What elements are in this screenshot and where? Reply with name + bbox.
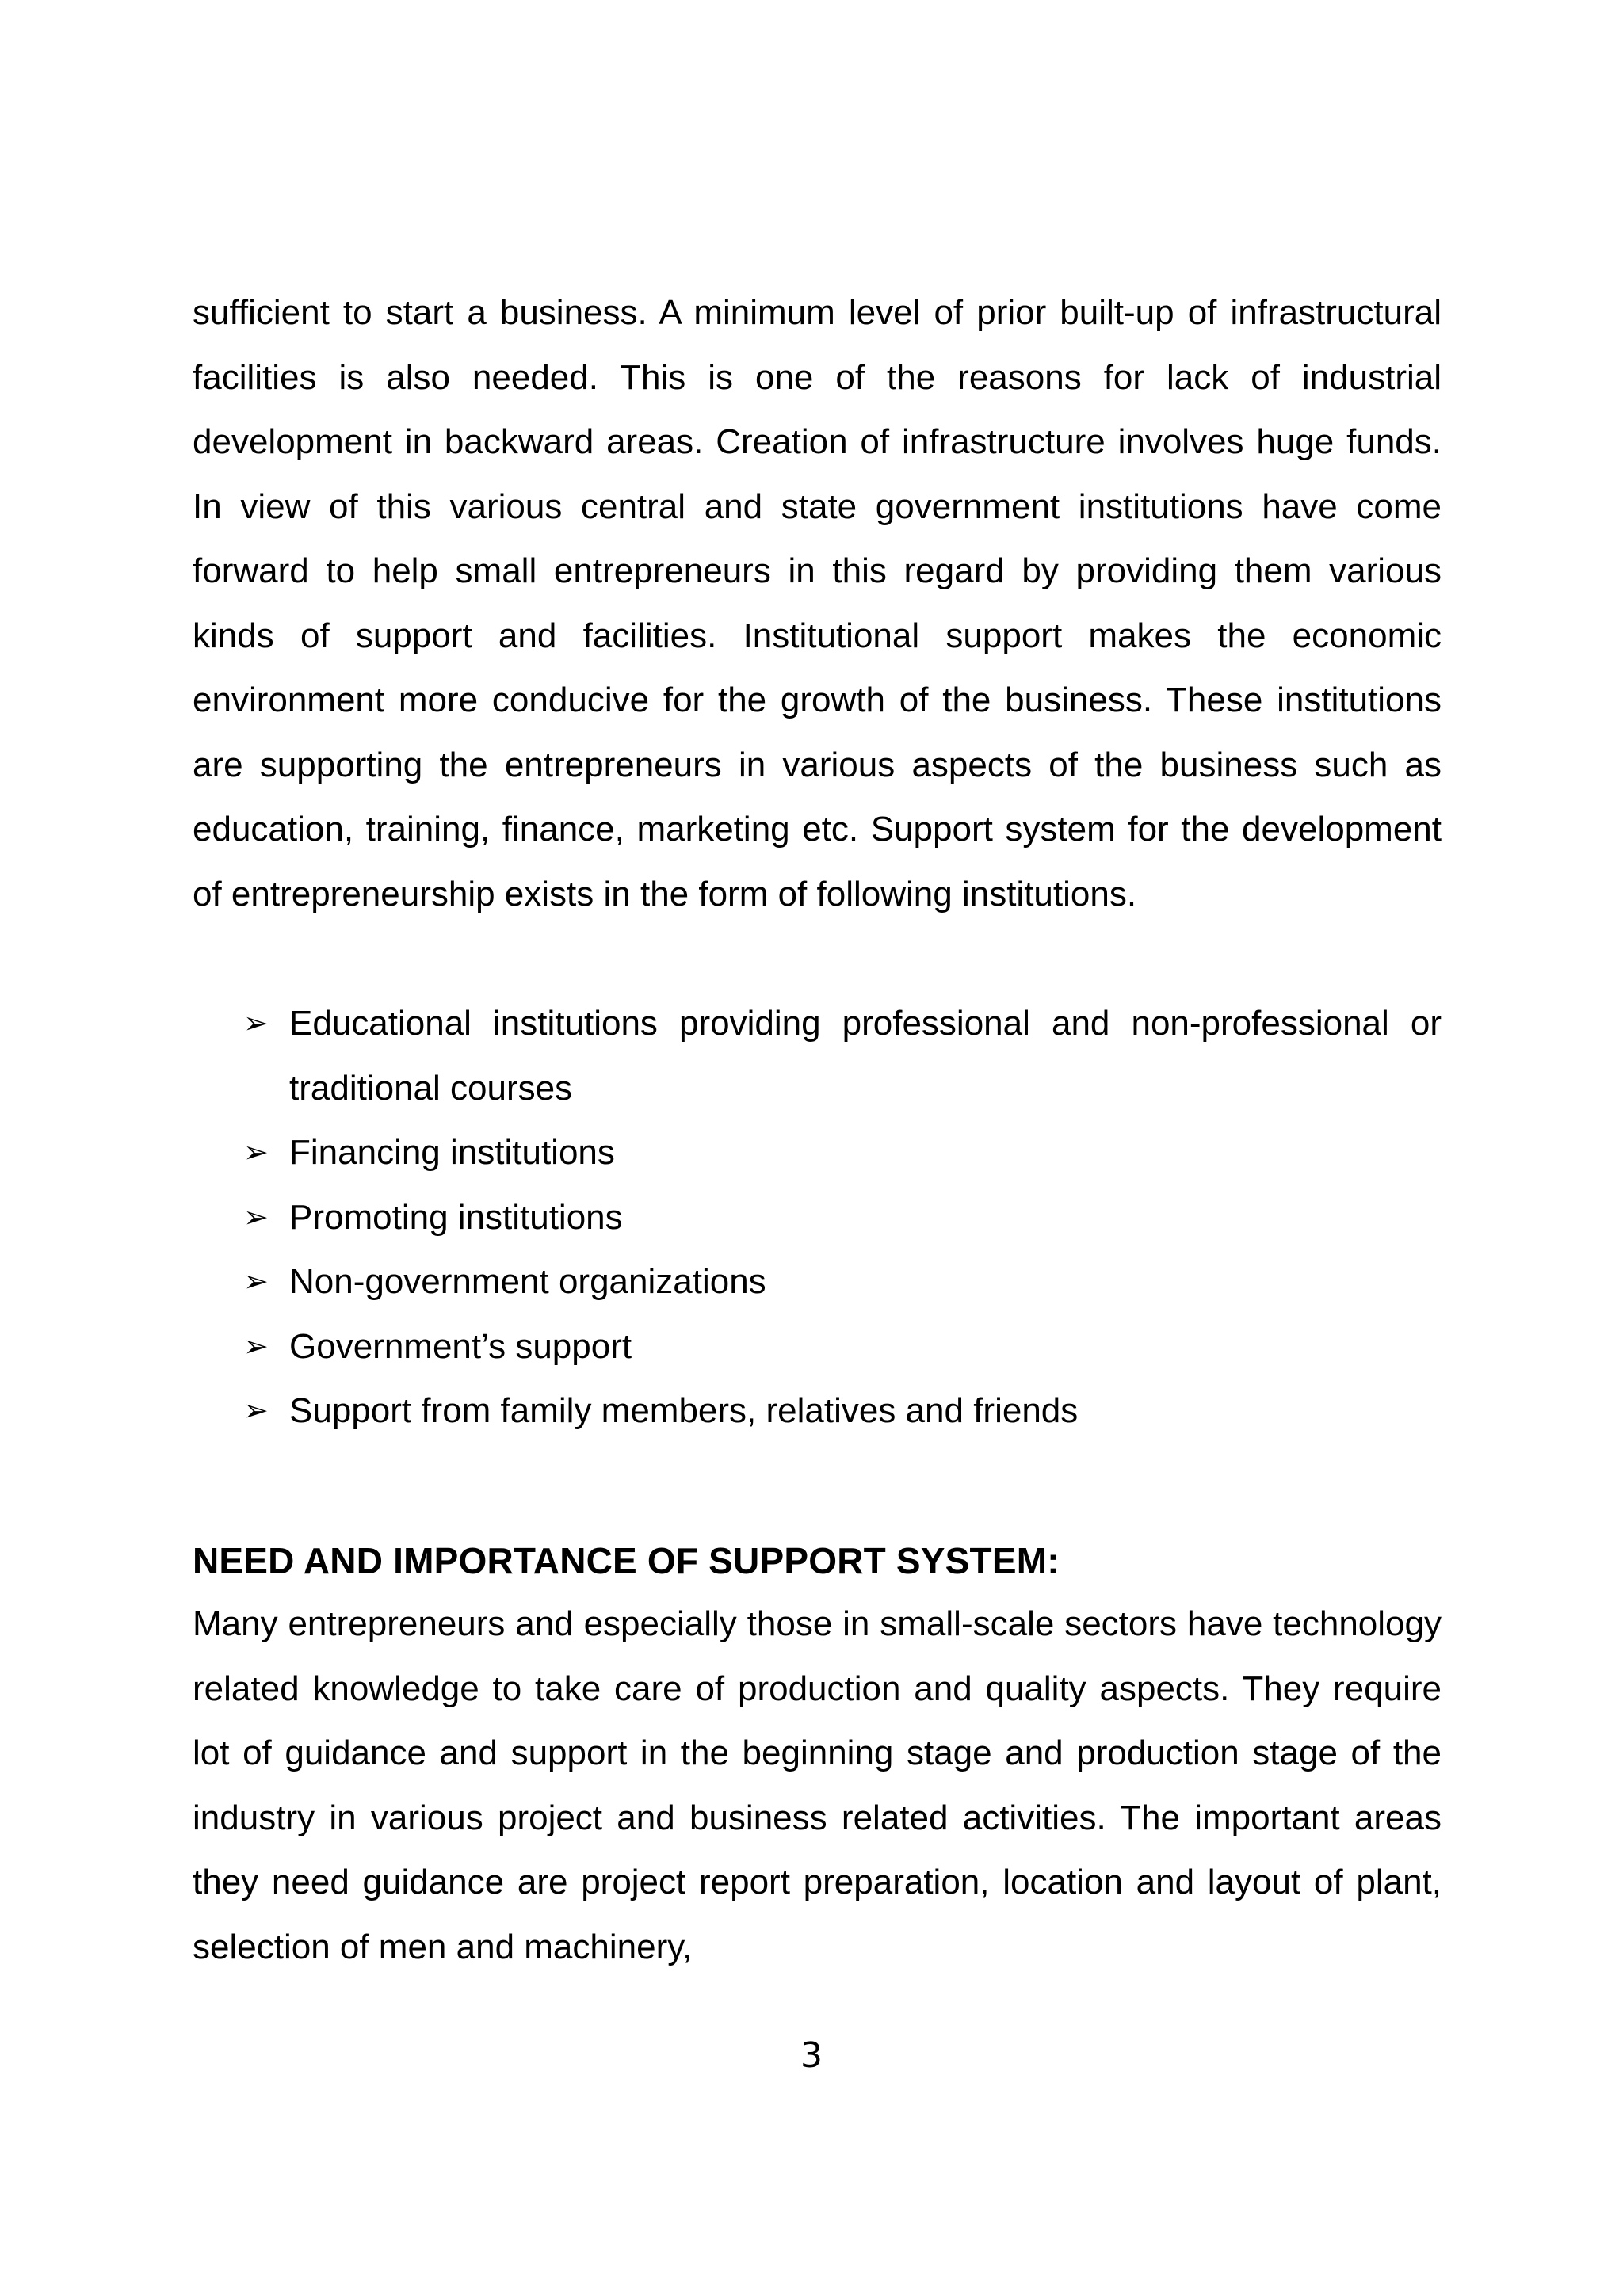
- arrow-bullet-icon: ➢: [243, 1199, 269, 1234]
- body-paragraph: Many entrepreneurs and especially those in small-scale sectors have technology related knowledge to take care of production and quality aspects. They require lot of guidance and support in the beginning stage and production stage of the industry in various project and business related activities. The important areas they need guidance are project report preparation, location and layout of plant, selection of men and machinery,: [193, 1604, 1442, 1966]
- list-item: [193, 991, 1442, 1120]
- list-item-text: Educational institutions providing professional and non-professional or traditional courses: [289, 1004, 1442, 1108]
- list-item-text: Support from family members, relatives and friends: [289, 1391, 1079, 1430]
- list-item-text: Promoting institutions: [289, 1197, 623, 1237]
- list-item: [193, 1249, 1442, 1314]
- institutions-list: [193, 991, 1442, 1444]
- page-number: 3: [800, 2035, 823, 2076]
- list-item-text: Financing institutions: [289, 1133, 615, 1172]
- arrow-bullet-icon: ➢: [243, 1264, 269, 1299]
- arrow-bullet-icon: ➢: [243, 1328, 269, 1363]
- list-item-text: Non-government organizations: [289, 1262, 766, 1301]
- arrow-bullet-icon: ➢: [243, 1005, 269, 1040]
- list-item: [193, 1120, 1442, 1185]
- arrow-bullet-icon: ➢: [243, 1393, 269, 1428]
- arrow-bullet-icon: ➢: [243, 1135, 269, 1169]
- list-item: [193, 1314, 1442, 1379]
- list-item: [193, 1379, 1442, 1444]
- section-heading: NEED AND IMPORTANCE OF SUPPORT SYSTEM:: [193, 1540, 1060, 1581]
- list-item: [193, 1185, 1442, 1250]
- intro-paragraph: sufficient to start a business. A minimum level of prior built-up of infrastructural facilities is also needed. This is one of the reasons for lack of industrial development in backward areas. Creation of infrastructure involves huge funds. In view of this various central and state government institutions have come forward to help small entrepreneurs in this regard by providing them various kinds of support and facilities. Institutional support makes the economic environment more conducive for the growth of the business. These institutions are supporting the entrepreneurs in various aspects of the business such as education, training, finance, marketing etc. Support system for the development of entrepreneurship exists in the form of following institutions.: [193, 293, 1442, 913]
- list-item-text: Government’s support: [289, 1326, 632, 1366]
